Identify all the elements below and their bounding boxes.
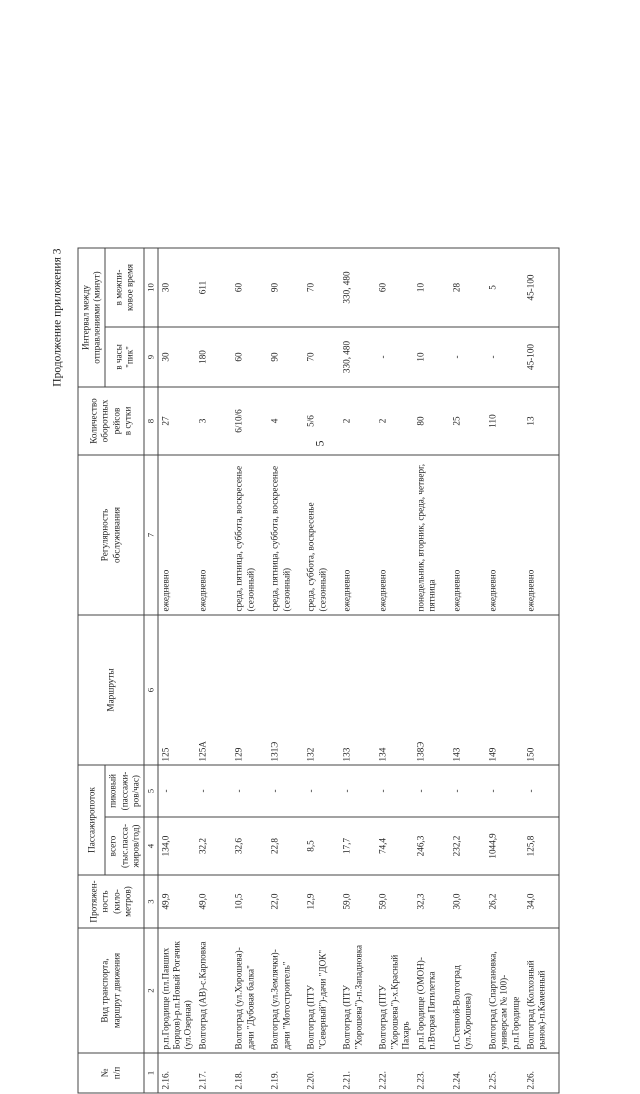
route-length: 49,0 — [196, 875, 232, 928]
header-interval: Интервал между отправлениями (минут) — [78, 248, 105, 387]
interval-offpeak: 30 — [158, 248, 196, 327]
table-row — [158, 248, 196, 1093]
header-trips: Количество оборотных рейсов в сутки — [78, 387, 144, 455]
interval-offpeak: 45-100 — [523, 248, 559, 327]
regularity: среда, суббота, воскресенье (сезонный) — [304, 455, 340, 615]
interval-offpeak: 60 — [232, 248, 268, 327]
interval-offpeak: 10 — [414, 248, 450, 327]
regularity: среда, пятница, суббота, воскресенье (сезонный) — [268, 455, 304, 615]
table-row — [340, 248, 376, 1093]
route-code: 125 — [158, 615, 196, 765]
trips-per-day: 2 — [376, 387, 414, 455]
route-length: 22,0 — [268, 875, 304, 928]
table-body — [158, 248, 559, 1093]
header-total: всего (тыс.пасса- жиров/год) — [105, 817, 144, 875]
passengers-peak: - — [340, 765, 376, 817]
route-code: 150 — [523, 615, 559, 765]
row-number: 2.23. — [414, 1053, 450, 1093]
header-n: № п/п — [78, 1053, 144, 1093]
interval-offpeak: 330, 480 — [340, 248, 376, 327]
route-code: 131Э — [268, 615, 304, 765]
regularity: ежедневно — [376, 455, 414, 615]
route-code: 133 — [340, 615, 376, 765]
route-name: Волгоград (ПТУ "Хорошева")-п.Западновка — [340, 928, 376, 1053]
route-length: 12,9 — [304, 875, 340, 928]
trips-per-day: 4 — [268, 387, 304, 455]
col-num: 3 — [144, 875, 158, 928]
row-number: 2.19. — [268, 1053, 304, 1093]
passengers-peak: - — [523, 765, 559, 817]
header-routes: Маршруты — [78, 615, 144, 765]
interval-rush: 60 — [232, 327, 268, 387]
route-name: Волгоград (ПТУ "Хорошева")-х.Красный Пахарь — [376, 928, 414, 1053]
interval-rush: 70 — [304, 327, 340, 387]
route-name: р.п.Городище (пл.Павших Борцов)-р.п.Новый Рогачик (ул.Озерная) — [158, 928, 196, 1053]
header-offpeak: в межпи- ковое время — [105, 248, 144, 327]
trips-per-day: 3 — [196, 387, 232, 455]
regularity: ежедневно — [486, 455, 524, 615]
trips-per-day: 6/10/6 — [232, 387, 268, 455]
passengers-total: 1044,9 — [486, 817, 524, 875]
table-row — [523, 248, 559, 1093]
interval-rush: 90 — [268, 327, 304, 387]
route-length: 49,9 — [158, 875, 196, 928]
route-name: Волгоград (ул.Хорошева)-дачи "Дубовая балка" — [232, 928, 268, 1053]
regularity: ежедневно — [523, 455, 559, 615]
col-num: 4 — [144, 817, 158, 875]
passengers-total: 125,8 — [523, 817, 559, 875]
interval-rush: 180 — [196, 327, 232, 387]
route-name: Волгоград (АВ)-с.Карповка — [196, 928, 232, 1053]
trips-per-day: 5/6 — [304, 387, 340, 455]
route-code: 129 — [232, 615, 268, 765]
passengers-total: 32,2 — [196, 817, 232, 875]
route-name: р.п.Городище (ОМОН)-п.Вторая Пятилетка — [414, 928, 450, 1053]
passengers-total: 32,6 — [232, 817, 268, 875]
interval-rush: 330, 480 — [340, 327, 376, 387]
route-code: 125А — [196, 615, 232, 765]
header-passenger-flow: Пассажиропоток — [78, 765, 105, 875]
trips-per-day: 27 — [158, 387, 196, 455]
route-name: Волгоград (ПТУ "Северный")-дачи "ДОК" — [304, 928, 340, 1053]
route-code: 132 — [304, 615, 340, 765]
appendix-note: Продолжение приложения 3 — [51, 248, 64, 387]
col-num: 5 — [144, 765, 158, 817]
interval-offpeak: 60 — [376, 248, 414, 327]
route-length: 34,0 — [523, 875, 559, 928]
route-length: 10,5 — [232, 875, 268, 928]
col-num: 9 — [144, 327, 158, 387]
row-number: 2.25. — [486, 1053, 524, 1093]
table-row — [304, 248, 340, 1093]
route-code: 134 — [376, 615, 414, 765]
interval-rush: - — [376, 327, 414, 387]
table-row — [232, 248, 268, 1093]
passengers-peak: - — [450, 765, 486, 817]
interval-offpeak: 611 — [196, 248, 232, 327]
col-num: 7 — [144, 455, 158, 615]
passengers-peak: - — [376, 765, 414, 817]
interval-rush: 10 — [414, 327, 450, 387]
passengers-total: 22,8 — [268, 817, 304, 875]
row-number: 2.22. — [376, 1053, 414, 1093]
trips-per-day: 110 — [486, 387, 524, 455]
header-rush: в часы "пик" — [105, 327, 144, 387]
passengers-total: 74,4 — [376, 817, 414, 875]
table-row — [450, 248, 486, 1093]
page-number: 5 — [312, 440, 327, 447]
interval-offpeak: 28 — [450, 248, 486, 327]
header-regularity: Регулярность обслуживания — [78, 455, 144, 615]
passengers-peak: - — [158, 765, 196, 817]
landscape-page — [51, 248, 568, 1094]
interval-rush: - — [486, 327, 524, 387]
regularity: среда, пятница, суббота, воскресенье (сезонный) — [232, 455, 268, 615]
trips-per-day: 80 — [414, 387, 450, 455]
passengers-peak: - — [486, 765, 524, 817]
row-number: 2.18. — [232, 1053, 268, 1093]
column-number-row — [144, 248, 158, 1093]
header-peak: пиковый (пассажи- ров/час) — [105, 765, 144, 817]
passengers-peak: - — [304, 765, 340, 817]
regularity: ежедневно — [450, 455, 486, 615]
trips-per-day: 13 — [523, 387, 559, 455]
trips-per-day: 2 — [340, 387, 376, 455]
route-length: 26,2 — [486, 875, 524, 928]
table-row — [414, 248, 450, 1093]
row-number: 2.21. — [340, 1053, 376, 1093]
route-length: 59,0 — [340, 875, 376, 928]
route-code: 149 — [486, 615, 524, 765]
table-row — [486, 248, 524, 1093]
table-row — [268, 248, 304, 1093]
route-length: 59,0 — [376, 875, 414, 928]
row-number: 2.17. — [196, 1053, 232, 1093]
col-num: 8 — [144, 387, 158, 455]
trips-per-day: 25 — [450, 387, 486, 455]
interval-offpeak: 70 — [304, 248, 340, 327]
col-num: 2 — [144, 928, 158, 1053]
passengers-peak: - — [196, 765, 232, 817]
routes-table — [78, 247, 560, 1093]
regularity: ежедневно — [196, 455, 232, 615]
passengers-total: 134,0 — [158, 817, 196, 875]
route-code: 138Э — [414, 615, 450, 765]
row-number: 2.16. — [158, 1053, 196, 1093]
route-name: п.Степной-Волгоград (ул.Хорошева) — [450, 928, 486, 1053]
interval-rush: 30 — [158, 327, 196, 387]
route-length: 30,0 — [450, 875, 486, 928]
passengers-peak: - — [268, 765, 304, 817]
route-length: 32,3 — [414, 875, 450, 928]
row-number: 2.26. — [523, 1053, 559, 1093]
regularity: понедельник, вторник, среда, четверг, пятница — [414, 455, 450, 615]
interval-offpeak: 90 — [268, 248, 304, 327]
route-name: Волгоград (Колхозный рынок)-п.Каменный — [523, 928, 559, 1053]
header-length: Протяжен- ность (кило- метров) — [78, 875, 144, 928]
table-row — [196, 248, 232, 1093]
interval-rush: 45-100 — [523, 327, 559, 387]
passengers-total: 232,2 — [450, 817, 486, 875]
regularity: ежедневно — [340, 455, 376, 615]
row-number: 2.24. — [450, 1053, 486, 1093]
col-num: 6 — [144, 615, 158, 765]
regularity: ежедневно — [158, 455, 196, 615]
route-name: Волгоград (ул.Землячки)-дачи "Мотостроитель" — [268, 928, 304, 1053]
interval-rush: - — [450, 327, 486, 387]
interval-offpeak: 5 — [486, 248, 524, 327]
row-number: 2.20. — [304, 1053, 340, 1093]
col-num: 1 — [144, 1053, 158, 1093]
route-code: 143 — [450, 615, 486, 765]
table-row — [376, 248, 414, 1093]
passengers-peak: - — [414, 765, 450, 817]
passengers-total: 8,5 — [304, 817, 340, 875]
col-num: 10 — [144, 248, 158, 327]
header-route-type: Вид транспорта, маршрут движения — [78, 928, 144, 1053]
passengers-total: 17,7 — [340, 817, 376, 875]
route-name: Волгоград (Спартановка, универсам № 100)-р.п.Городище — [486, 928, 524, 1053]
passengers-peak: - — [232, 765, 268, 817]
passengers-total: 246,3 — [414, 817, 450, 875]
